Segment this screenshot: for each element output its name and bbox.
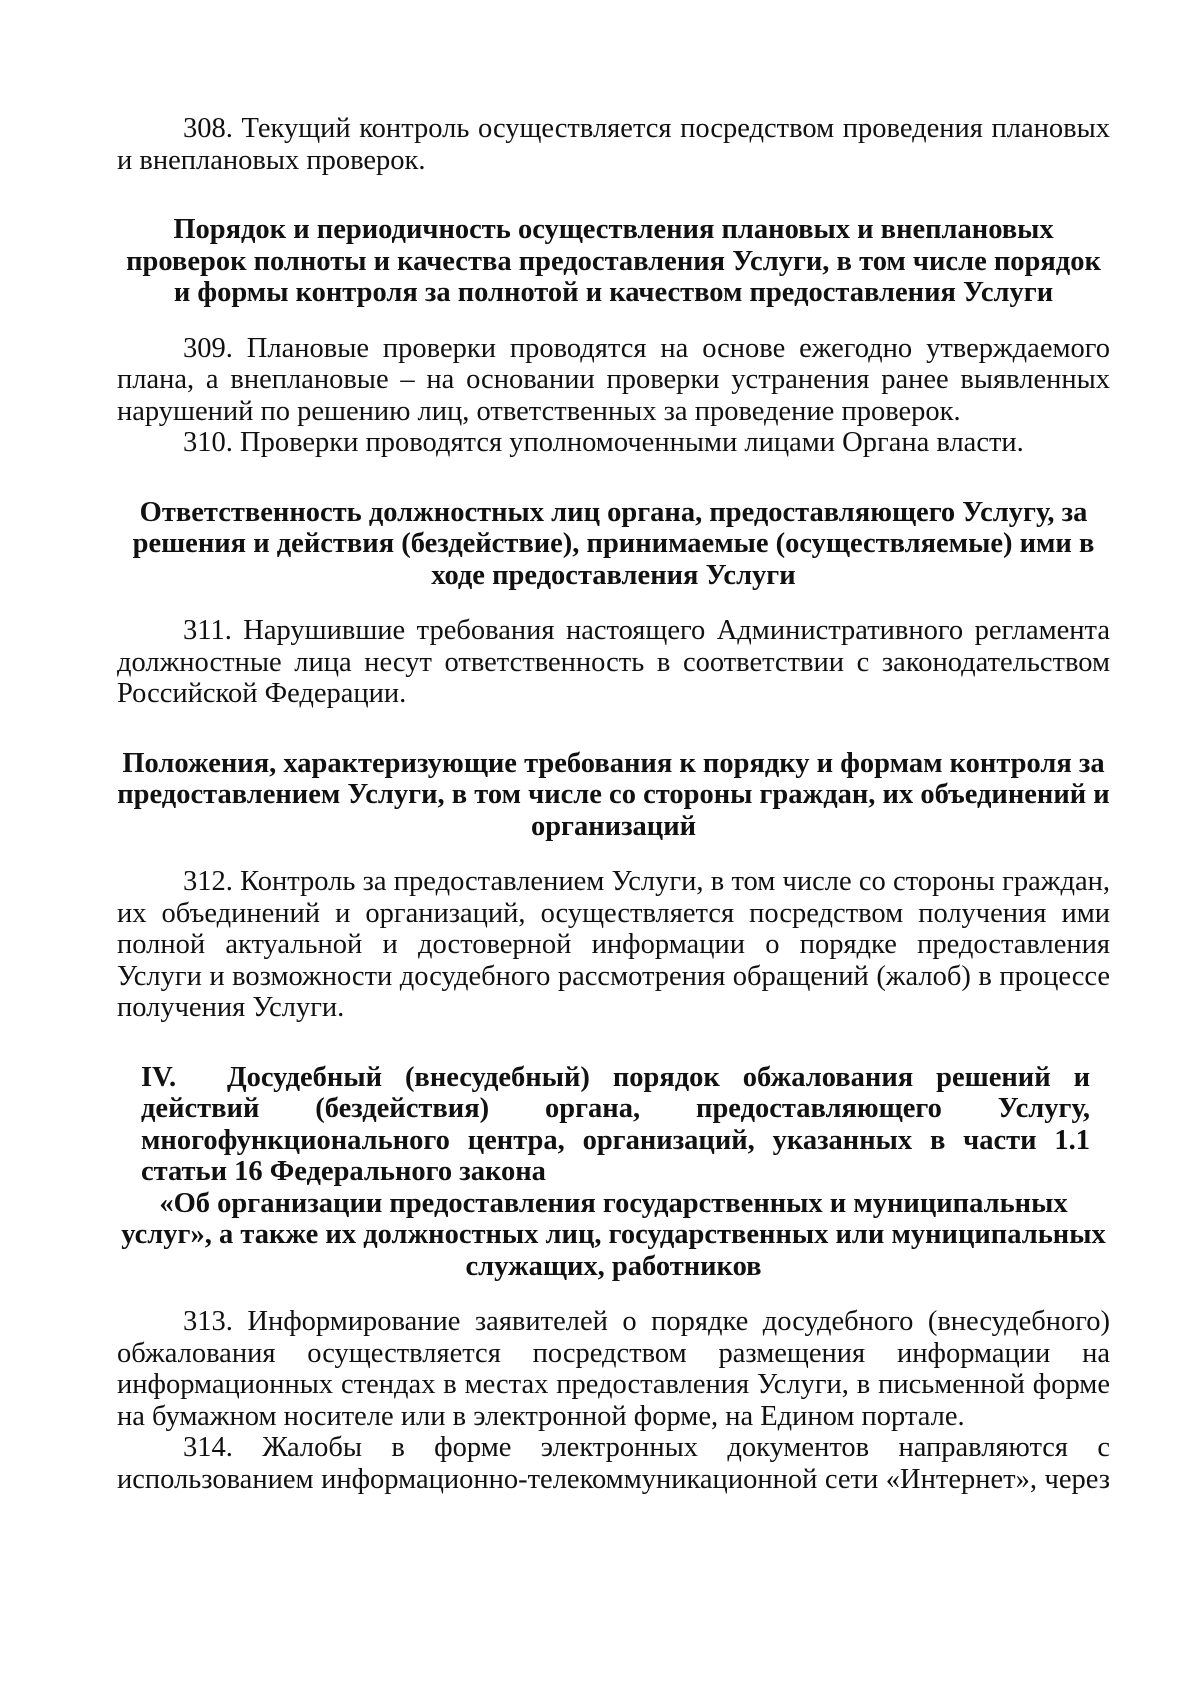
section-iv-title-part1: Досудебный (внесудебный) порядок обжалования решений и действий (бездействия) органа, предоставляющего Услугу, многофункционального центра, организаций, указанных в части 1.1 статьи 16 Федерального закона: [141, 1061, 1090, 1187]
heading-planned-inspections: Порядок и периодичность осуществления плановых и внеплановых проверок полноты и качества предоставления Услуги, в том числе порядок и формы контроля за полнотой и качеством предоставления Услуги: [126, 214, 1101, 308]
paragraph-313: 313. Информирование заявителей о порядке досудебного (внесудебного) обжалования осуществляется посредством размещения информации на информационных стендах в местах предоставления Услуги, в письменной форме на бумажном носителе или в электронной форме, на Едином портале.: [117, 1306, 1110, 1432]
paragraph-311: 311. Нарушившие требования настоящего Административного регламента должностные лица несут ответственность в соответствии с законодательством Российской Федерации.: [117, 615, 1110, 709]
heading-section-iv: [117, 1062, 1110, 1188]
heading-responsibility: Ответственность должностных лиц органа, предоставляющего Услугу, за решения и действия (бездействие), принимаемые (осуществляемые) ими в ходе предоставления Услуги: [132, 496, 1095, 591]
section-iv-title-part2: «Об организации предоставления государственных и муниципальных услуг», а также их должностных лиц, государственных или муниципальных служащих, работников: [121, 1187, 1106, 1282]
paragraph-308: 308. Текущий контроль осуществляется посредством проведения плановых и внеплановых проверок.: [117, 113, 1110, 176]
paragraph-314: 314. Жалобы в форме электронных документов направляются с использованием информационно-телекоммуникационной сети «Интернет», через: [117, 1432, 1110, 1495]
document-page: [117, 113, 1110, 1495]
paragraph-312: 312. Контроль за предоставлением Услуги, в том числе со стороны граждан, их объединений и организаций, осуществляется посредством получения ими полной актуальной и достоверной информации о порядке предоставления Услуги и возможности досудебного рассмотрения обращений (жалоб) в процессе получения Услуги.: [117, 866, 1110, 1023]
paragraph-310: 310. Проверки проводятся уполномоченными лицами Органа власти.: [183, 427, 1024, 458]
section-number: IV.: [141, 1061, 177, 1093]
heading-control-provisions: Положения, характеризующие требования к порядку и формам контроля за предоставлением Услуги, в том числе со стороны граждан, их объединений и организаций: [117, 747, 1110, 842]
paragraph-309: 309. Плановые проверки проводятся на основе ежегодно утверждаемого плана, а внеплановые – на основании проверки устранения ранее выявленных нарушений по решению лиц, ответственных за проведение проверок.: [117, 332, 1110, 427]
